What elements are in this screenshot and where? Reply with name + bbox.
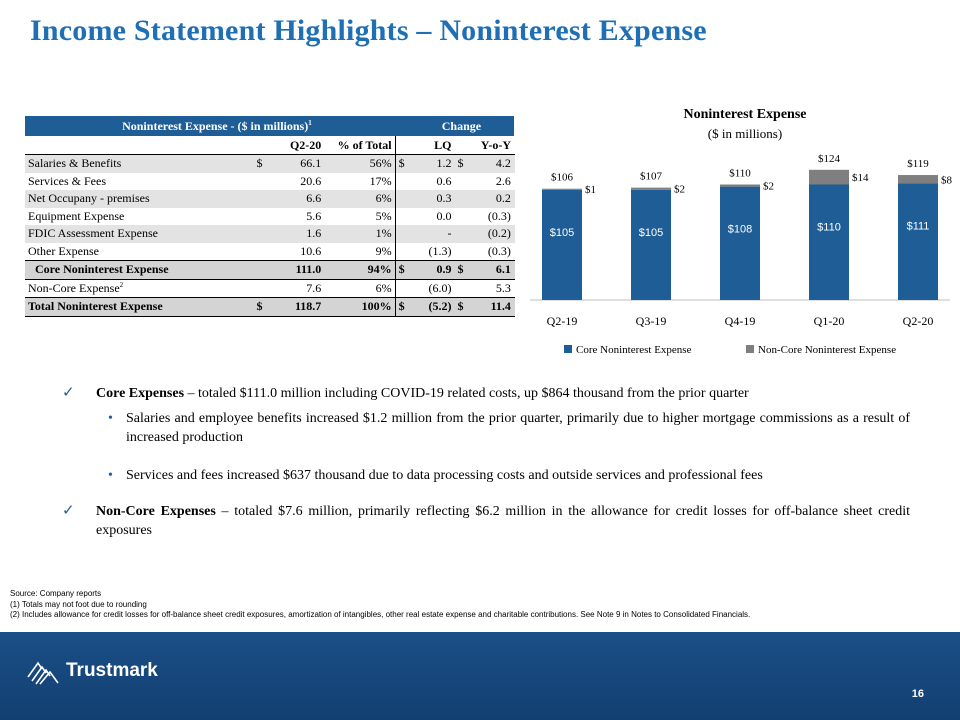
pct-of-total: 9% [375,243,392,258]
x-tick-label: Q1-20 [813,314,845,328]
data-label-noncore: $2 [763,180,774,193]
pct-of-total: 56% [324,155,395,173]
currency-symbol [395,279,409,298]
footnotes [10,589,750,621]
q2-20-value: 1.6 [269,225,324,243]
footnote: (1) Totals may not foot due to rounding [10,599,147,609]
table-row [25,190,514,208]
commentary-bullets [62,384,910,546]
chart-subtitle: ($ in millions) [707,126,783,141]
checkmark-icon: ✓ [62,383,75,401]
col-header-pct-total: % of Total [324,136,395,155]
bullet-text: – totaled $7.6 million, primarily reflecting $6.2 million in the allowance for credit losses for off-balance sheet credit exposures [96,504,910,538]
yoy-change: 2.6 [495,173,511,188]
bullet-heading: Non-Core Expenses [96,504,216,519]
currency-symbol [455,173,471,191]
data-label-noncore: $2 [674,183,685,196]
footnote: (2) Includes allowance for credit losses for off-balance sheet credit exposures, amortization of intangibles, other real estate expense and charitable contributions. See Note 9 in Notes to Consolidated Financials. [10,610,751,619]
currency-symbol [395,190,409,208]
checkmark-icon: ✓ [62,501,75,519]
currency-symbol [253,243,269,261]
data-label-total: $119 [907,158,929,171]
bullet-core-expenses [62,384,910,403]
row-label: Services & Fees [28,173,106,188]
bar-noncore [720,185,760,187]
q2-20-value: 111.0 [269,261,324,280]
pct-of-total: 100% [324,298,395,317]
x-tick-label: Q4-19 [724,314,756,328]
yoy-change: 4.2 [471,155,514,173]
currency-symbol [253,190,269,208]
lq-change: 0.9 [409,261,455,280]
data-label-core: $110 [817,221,841,234]
currency-symbol [395,208,409,226]
currency-symbol [253,173,269,191]
lq-change: 1.2 [409,155,455,173]
row-label: Salaries & Benefits [25,155,253,173]
currency-symbol: $ [395,155,409,173]
footnote: Source: Company reports [10,589,102,598]
slide-title: Income Statement Highlights – Noninterest Expense [30,14,707,47]
currency-symbol [455,208,471,226]
lq-change: 0.3 [409,190,455,208]
col-header-lq: LQ [395,136,454,155]
bullet-dot-icon: • [108,468,113,483]
bullet-noncore-expenses [62,502,910,540]
row-label: Core Noninterest Expense [25,261,253,280]
yoy-change: (0.3) [487,208,511,223]
lq-change: (6.0) [428,280,452,295]
q2-20-value: 118.7 [269,298,324,317]
currency-symbol [253,225,269,243]
bullet-text: – totaled $111.0 million including COVID-19 related costs, up $864 thousand from the prior quarter [184,386,749,401]
row-label: Net Occupany - premises [25,190,253,208]
data-label-noncore: $1 [585,184,596,197]
currency-symbol [395,243,409,261]
table-row [25,261,514,280]
lq-change: (5.2) [409,298,455,317]
data-label-total: $107 [640,170,662,183]
q2-20-value: 5.6 [306,208,322,223]
bar-core [631,190,671,300]
currency-symbol [455,190,471,208]
bullet-heading: Core Expenses [96,386,185,401]
pct-of-total: 5% [375,208,392,223]
legend-label-noncore: Non-Core Noninterest Expense [758,344,897,356]
lq-change: 0.0 [436,208,452,223]
currency-symbol: $ [253,155,269,173]
currency-symbol: $ [253,298,269,317]
table-row [25,208,514,226]
bar-noncore [631,188,671,190]
currency-symbol: $ [455,298,471,317]
row-label: Other Expense [28,243,99,258]
table-row [25,298,514,317]
currency-symbol [455,225,471,243]
currency-symbol [253,261,269,280]
bar-core [542,190,582,300]
yoy-change: (0.2) [471,225,514,243]
lq-change: 0.6 [436,173,452,188]
bar-noncore [542,189,582,190]
table-row [25,225,514,243]
sub-bullet: • Salaries and employee benefits increased $1.2 million from the prior quarter, primarily due to higher mortgage commissions as a result of increased production [108,411,910,445]
data-label-total: $110 [729,167,751,180]
currency-symbol: $ [455,261,471,280]
legend-swatch-core [564,345,572,353]
table-body [25,155,514,317]
pct-of-total: 6% [324,190,395,208]
q2-20-value: 6.6 [269,190,324,208]
table-header-main: Noninterest Expense - ($ in millions)$^1$ [25,116,409,136]
data-label-core: $105 [549,226,575,239]
yoy-change: 11.4 [471,298,514,317]
data-label-total: $124 [818,152,840,165]
row-label: FDIC Assessment Expense [25,225,253,243]
table-row [25,173,514,191]
yoy-change: 0.2 [471,190,514,208]
currency-symbol: $ [395,298,409,317]
currency-symbol: $ [395,261,409,280]
q2-20-value: 10.6 [300,243,322,258]
currency-symbol [253,279,269,298]
lq-change: - [409,225,455,243]
table-row [25,243,514,261]
x-tick-label: Q2-20 [902,314,934,328]
x-tick-label: Q2-19 [546,314,578,328]
bar-noncore [898,175,938,183]
chart-title: Noninterest Expense [683,107,807,122]
sub-bullet: • Services and fees increased $637 thousand due to data processing costs and outside services and professional fees [108,468,763,483]
q2-20-value: 20.6 [300,173,322,188]
currency-symbol [395,173,409,191]
table-row [25,279,514,298]
bar-noncore [809,170,849,185]
currency-symbol [455,243,471,261]
bar-core [898,183,938,300]
currency-symbol [253,208,269,226]
row-label: Total Noninterest Expense [25,298,253,317]
yoy-change: 5.3 [495,280,511,295]
pct-of-total: 6% [375,280,392,295]
yoy-change: 6.1 [471,261,514,280]
data-label-core: $108 [727,223,753,236]
legend-label-core: Core Noninterest Expense [576,344,692,356]
row-label: Non-Core Expense$^2$ [28,280,124,295]
data-label-total: $106 [551,171,573,184]
currency-symbol: $ [455,155,471,173]
data-label-noncore: $8 [941,174,952,187]
bar-core [809,185,849,301]
data-label-core: $111 [906,220,930,233]
x-tick-label: Q3-19 [635,314,667,328]
logo-text: Trustmark [66,660,158,681]
table-row [25,155,514,173]
bullet-dot-icon: • [108,411,113,426]
noninterest-expense-chart [530,150,950,370]
yoy-change: (0.3) [487,243,511,258]
page-number: 16 [911,688,924,700]
trustmark-logo-icon [26,657,60,685]
q2-20-value: 7.6 [306,280,322,295]
pct-of-total: 1% [324,225,395,243]
q2-20-value: 66.1 [269,155,324,173]
legend-swatch-noncore [746,345,754,353]
lq-change: (1.3) [428,243,452,258]
currency-symbol [395,225,409,243]
currency-symbol [455,279,471,298]
bar-core [720,187,760,300]
pct-of-total: 94% [324,261,395,280]
data-label-core: $105 [638,226,664,239]
col-header-yoy: Y-o-Y [455,136,514,155]
row-label: Equipment Expense [28,208,125,223]
table-header-change: Change [409,116,514,136]
trustmark-logo [26,657,158,685]
pct-of-total: 17% [369,173,392,188]
data-label-noncore: $14 [852,172,869,185]
col-header-q2-20: Q2-20 [253,136,324,155]
noninterest-expense-table [25,116,514,317]
